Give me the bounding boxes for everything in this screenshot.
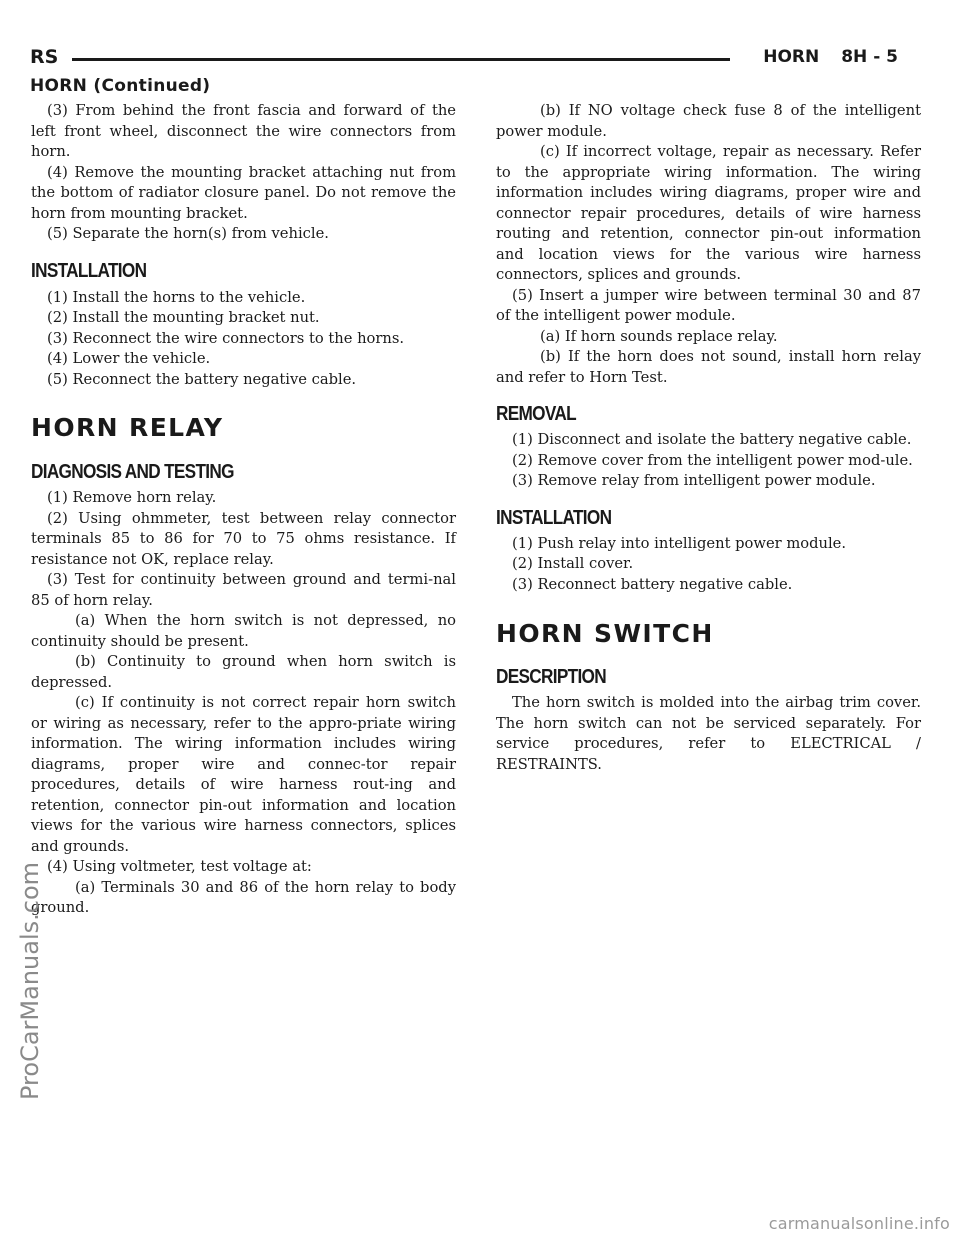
relay-install-step-3: (3) Reconnect battery negative cable.	[512, 575, 793, 593]
horn-relay-title: HORN RELAY	[31, 413, 224, 442]
removal-step-2: (2) Remove cover from the intelligent power mod-ule.	[512, 451, 913, 469]
description-text: The horn switch is molded into the airbag trim cover. The horn switch can not be serviced separately. For service procedures, refer to ELECTRICAL / RESTRAINTS.	[496, 694, 921, 773]
removal-step-3: (3) Remove relay from intelligent power module.	[512, 472, 876, 489]
removal-step-1: (1) Disconnect and isolate the battery negative cable.	[512, 431, 912, 448]
install-step-1: (1) Install the horns to the vehicle.	[47, 288, 306, 306]
header-right	[763, 44, 898, 70]
diag-step-3c: (c) If continuity is not correct repair horn switch or wiring as necessary, refer to the appro-priate wiring information. The wiring information includes wiring diagrams, proper wire and connec-tor repair procedures, details of wire harness rout-ing and retention, connector pin-out information and location views for the various wire harness connectors, splices and grounds.	[31, 694, 456, 855]
relay-installation-heading: INSTALLATION	[496, 506, 612, 529]
description-heading: DESCRIPTION	[496, 666, 606, 688]
header-model-code: RS	[30, 46, 59, 68]
para-removal-4: (4) Remove the mounting bracket attaching nut from the bottom of radiator closure panel. Do not remove the horn from mounting bracket.	[31, 163, 456, 222]
header-section: HORN	[763, 47, 820, 67]
para-removal-5: (5) Separate the horn(s) from vehicle.	[47, 225, 329, 242]
horn-switch-title: HORN SWITCH	[496, 619, 714, 648]
diag-step-5b: (b) If the horn does not sound, install horn relay and refer to Horn Test.	[496, 348, 921, 386]
header-page-number: 8H - 5	[841, 47, 898, 67]
side-watermark: ProCarManuals.com	[16, 861, 44, 1100]
installation-heading: INSTALLATION	[31, 259, 147, 282]
para-removal-3: (3) From behind the front fascia and forward of the left front wheel, disconnect the wire connectors from horn.	[31, 102, 456, 160]
install-step-2: (2) Install the mounting bracket nut.	[47, 309, 320, 326]
continued-title: HORN (Continued)	[30, 76, 211, 96]
diag-step-3: (3) Test for continuity between ground and termi-nal 85 of horn relay.	[31, 571, 456, 609]
right-column	[496, 101, 921, 775]
diag-step-2: (2) Using ohmmeter, test between relay connector terminals 85 to 86 for 70 to 75 ohms resistance. If resistance not OK, replace relay.	[31, 509, 456, 568]
diag-step-3b: (b) Continuity to ground when horn switch is depressed.	[31, 653, 456, 691]
diag-step-4b: (b) If NO voltage check fuse 8 of the intelligent power module.	[496, 102, 921, 140]
relay-install-step-2: (2) Install cover.	[512, 555, 634, 572]
diag-step-3a: (a) When the horn switch is not depressed, no continuity should be present.	[31, 612, 456, 650]
diagnosis-heading: DIAGNOSIS AND TESTING	[31, 461, 234, 483]
diag-step-5a: (a) If horn sounds replace relay.	[540, 327, 778, 345]
page-header	[30, 44, 898, 70]
diag-step-5: (5) Insert a jumper wire between terminal 30 and 87 of the intelligent power module.	[496, 286, 921, 324]
left-column	[31, 101, 456, 919]
diag-step-4: (4) Using voltmeter, test voltage at:	[47, 858, 312, 875]
footer-watermark: carmanualsonline.info	[768, 1214, 950, 1233]
diag-step-4c: (c) If incorrect voltage, repair as necessary. Refer to the appropriate wiring information. The wiring information includes wiring diagrams, proper wire and connector repair procedures, details of wire harness routing and retention, connector pin-out information and location views for the various wire harness connectors, splices and grounds.	[496, 143, 921, 283]
install-step-3: (3) Reconnect the wire connectors to the horns.	[47, 329, 405, 347]
install-step-5: (5) Reconnect the battery negative cable.	[47, 370, 357, 388]
relay-install-step-1: (1) Push relay into intelligent power module.	[512, 534, 847, 552]
removal-heading: REMOVAL	[496, 403, 576, 425]
header-rule	[72, 58, 730, 61]
install-step-4: (4) Lower the vehicle.	[47, 350, 211, 367]
diag-step-1: (1) Remove horn relay.	[47, 489, 217, 506]
diag-step-4a: (a) Terminals 30 and 86 of the horn relay to body ground.	[31, 878, 456, 916]
